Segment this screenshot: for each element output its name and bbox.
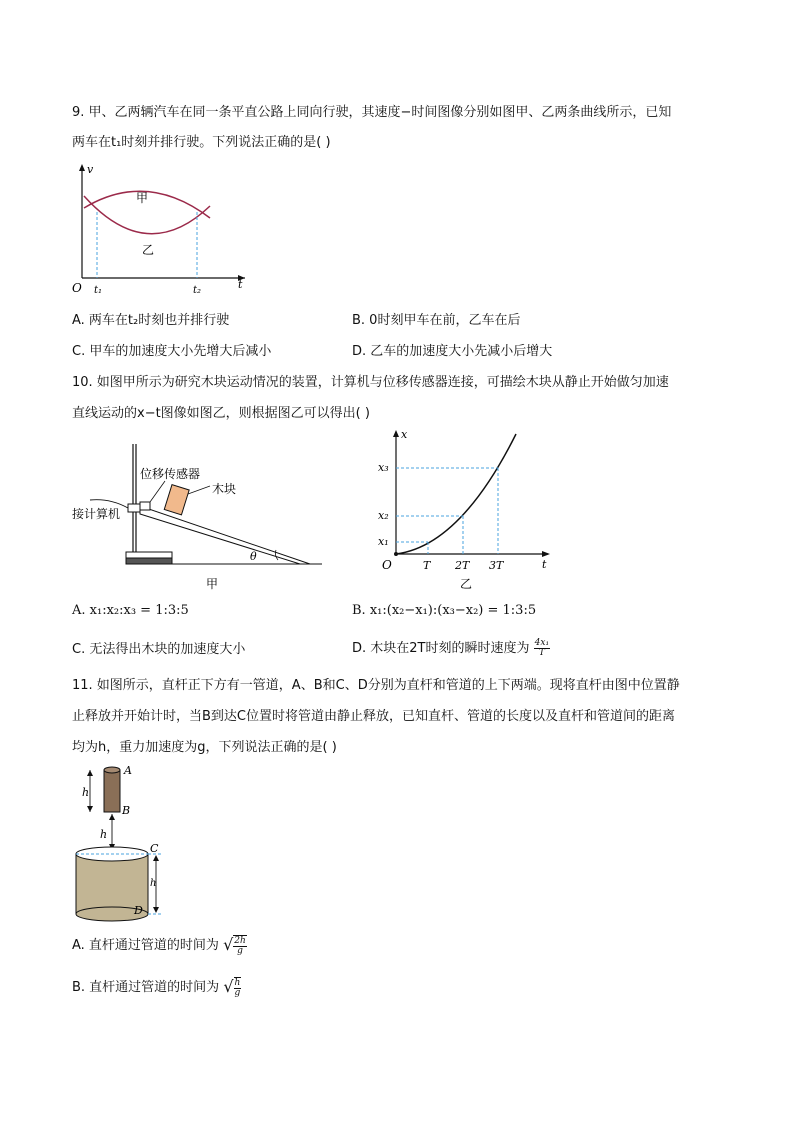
q10-x1-label: x₁	[378, 535, 389, 548]
q11-option-a[interactable]	[72, 931, 247, 959]
q10-apparatus-figure	[70, 436, 330, 594]
q10-x3-label: x₃	[378, 461, 389, 474]
q10-o-label: O	[382, 558, 392, 572]
q10-t-label: t	[542, 558, 547, 571]
q10-stem-line2: 直线运动的x−t图像如图乙，则根据图乙可以得出( )	[72, 406, 370, 421]
q9-stem-line1: 9. 甲、乙两辆汽车在同一条平直公路上同向行驶，其速度−时间图像分别如图甲、乙两条曲线所示，已知	[72, 105, 672, 120]
q9-t-label: t	[238, 278, 243, 291]
q10-stem-line1: 10. 如图甲所示为研究木块运动情况的装置，计算机与位移传感器连接，可描绘木块从静止开始做匀加速	[72, 375, 669, 390]
q9-vt-graph	[70, 160, 255, 300]
q10-3T-label: 3T	[489, 559, 504, 572]
q11-option-b-text: B. 直杆通过管道的时间为	[72, 979, 220, 995]
q10-option-c[interactable]: C. 无法得出木块的加速度大小	[72, 642, 246, 657]
q9-t1-label: t₁	[94, 285, 103, 296]
q10-xt-graph	[370, 424, 560, 594]
q10-option-d-fraction: $\frac{\text{4x₁}}{T}$	[534, 638, 550, 658]
q11-D-label: D	[134, 904, 143, 917]
q9-option-b[interactable]: B. 0时刻甲车在前，乙车在后	[352, 313, 521, 328]
q10-block-label: 木块	[212, 482, 237, 496]
q10-wood-block	[164, 485, 189, 515]
q9-stem-line2: 两车在t₁时刻并排行驶。下列说法正确的是( )	[72, 135, 331, 150]
q10-fig-a-caption: 甲	[206, 577, 219, 591]
q10-T-label: T	[423, 559, 431, 572]
q10-theta-label: θ	[250, 550, 257, 563]
q11-rod-pipe-figure	[70, 762, 180, 924]
q10-fig-b-caption: 乙	[460, 577, 473, 591]
q9-yi-label: 乙	[142, 243, 155, 257]
q9-option-d[interactable]: D. 乙车的加速度大小先减小后增大	[352, 344, 553, 359]
q11-h-label-pipe: h	[150, 878, 157, 889]
q10-option-d-text: D. 木块在2T时刻的瞬时速度为	[352, 641, 530, 656]
q9-o-label: O	[72, 281, 82, 295]
q9-t2-label: t₂	[193, 285, 202, 296]
q10-option-a[interactable]: A. x₁:x₂:x₃ = 1:3:5	[72, 603, 189, 618]
q9-option-a[interactable]: A. 两车在t₂时刻也并排行驶	[72, 313, 230, 328]
q11-stem-line2: 止释放并开始计时，当B到达C位置时将管道由静止释放，已知直杆、管道的长度以及直杆和管道间的距离	[72, 709, 675, 724]
q10-option-d[interactable]	[352, 636, 550, 662]
q11-h-label-gap: h	[100, 828, 108, 841]
q10-2T-label: 2T	[455, 559, 470, 572]
q10-option-b[interactable]: B. x₁:(x₂−x₁):(x₃−x₂) = 1:3:5	[352, 603, 537, 618]
q11-h-label-rod: h	[82, 786, 90, 799]
q9-option-c[interactable]: C. 甲车的加速度大小先增大后减小	[72, 344, 272, 359]
q10-x2-label: x₂	[378, 509, 389, 522]
q11-stem-line3: 均为h，重力加速度为g，下列说法正确的是( )	[72, 740, 337, 755]
q10-computer-label: 接计算机	[72, 507, 121, 521]
q11-option-a-text: A. 直杆通过管道的时间为	[72, 937, 219, 953]
q9-jia-label: 甲	[136, 191, 149, 205]
q10-x-label: x	[401, 428, 408, 441]
q11-B-label: B	[122, 804, 131, 817]
q10-sensor-label: 位移传感器	[140, 467, 201, 481]
q11-A-label: A	[124, 764, 132, 777]
q11-rod	[104, 770, 120, 812]
q11-option-b[interactable]	[72, 973, 241, 1001]
q11-option-b-sqrt: √ $\frac{h}{g}$	[223, 977, 241, 998]
q11-stem-line1: 11. 如图所示，直杆正下方有一管道，A、B和C、D分别为直杆和管道的上下两端。现将直杆由图中位置静	[72, 678, 680, 693]
q9-v-label: v	[87, 163, 94, 176]
q11-C-label: C	[150, 842, 159, 855]
q11-option-a-sqrt: √ $\frac{2h}{g}$	[223, 935, 246, 956]
